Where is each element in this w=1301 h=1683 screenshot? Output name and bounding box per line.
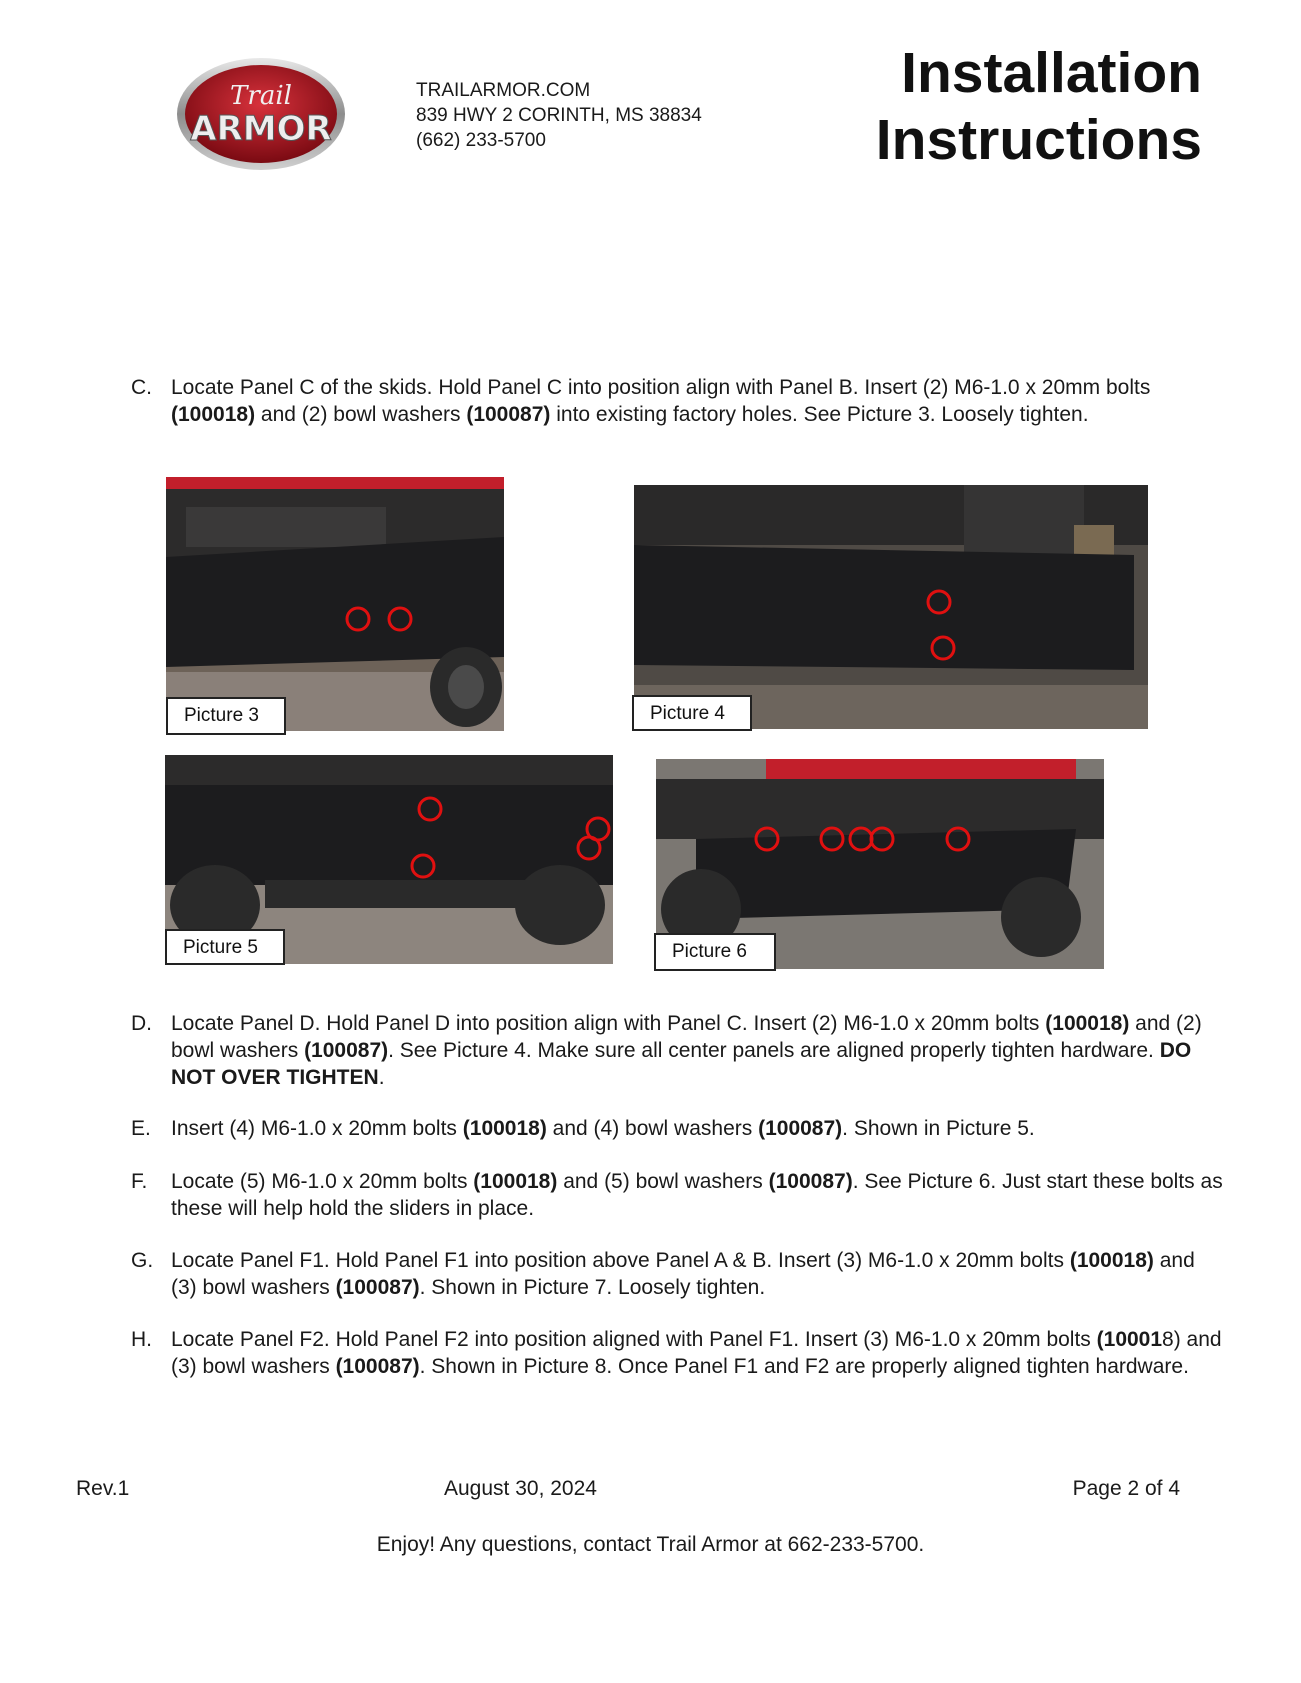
- step-letter: F.: [131, 1170, 148, 1193]
- footer-date: August 30, 2024: [444, 1477, 597, 1500]
- step-c: [131, 374, 1226, 428]
- picture-5-caption: Picture 5: [165, 929, 285, 965]
- step-letter: D.: [131, 1012, 152, 1035]
- step-letter: E.: [131, 1117, 151, 1140]
- step-text: Locate Panel F1. Hold Panel F1 into position above Panel A & B. Insert (3) M6-1.0 x 20mm bolts (100018) and (3) bowl washers (100087). Shown in Picture 7. Loosely tighten.: [171, 1249, 1195, 1299]
- footer-revision: Rev.1: [76, 1477, 130, 1500]
- step-g: [131, 1247, 1226, 1301]
- picture-4-caption: Picture 4: [632, 695, 752, 731]
- step-letter: H.: [131, 1328, 152, 1351]
- company-phone: (662) 233-5700: [416, 130, 546, 151]
- picture-3-caption: Picture 3: [166, 697, 286, 735]
- company-contact: [416, 78, 702, 153]
- step-text: Locate (5) M6-1.0 x 20mm bolts (100018) and (5) bowl washers (100087). See Picture 6. Just start these bolts as these will help hold the sliders in place.: [171, 1170, 1223, 1220]
- step-text: Locate Panel C of the skids. Hold Panel C into position align with Panel B. Insert (2) M6-1.0 x 20mm bolts (100018) and (2) bowl washers (100087) into existing factory holes. See Picture 3. Loosely tighten.: [171, 376, 1151, 426]
- page-title: [876, 40, 1202, 174]
- step-letter: G.: [131, 1249, 154, 1272]
- step-letter: C.: [131, 376, 152, 399]
- bolt-highlight-circle: [928, 591, 950, 613]
- footer-page-number: Page 2 of 4: [1072, 1477, 1180, 1500]
- step-text: Locate Panel F2. Hold Panel F2 into position aligned with Panel F1. Insert (3) M6-1.0 x 20mm bolts (100018) and (3) bowl washers (100087). Shown in Picture 8. Once Panel F1 and F2 are properly aligned tighten hardware.: [171, 1328, 1222, 1378]
- company-website: TRAILARMOR.COM: [416, 80, 591, 101]
- title-line-2: Instructions: [875, 108, 1202, 172]
- bolt-highlight-circle: [932, 637, 954, 659]
- step-text: Locate Panel D. Hold Panel D into position align with Panel C. Insert (2) M6-1.0 x 20mm bolts (100018) and (2) bowl washers (100087). See Picture 4. Make sure all center panels are aligned properly tighten hardware. DO NOT OVER TIGHTEN.: [171, 1012, 1202, 1089]
- step-f: [131, 1168, 1226, 1222]
- step-e: [131, 1115, 1226, 1142]
- step-text: Insert (4) M6-1.0 x 20mm bolts (100018) and (4) bowl washers (100087). Shown in Picture 5.: [171, 1117, 1035, 1140]
- bolt-highlight-circle: [578, 837, 600, 859]
- logo-text-trail: Trail: [230, 81, 292, 111]
- picture-3-photo: [166, 477, 504, 731]
- bolt-highlight-circle: [947, 828, 969, 850]
- bolt-highlight-circle: [412, 855, 434, 877]
- bolt-highlight-circle: [347, 608, 369, 630]
- title-line-1: Installation: [901, 41, 1202, 105]
- picture-6-caption: Picture 6: [654, 933, 776, 971]
- trail-armor-logo: [175, 54, 347, 172]
- bolt-highlight-circle: [419, 798, 441, 820]
- step-d: [131, 1010, 1226, 1091]
- bolt-highlight-circle: [850, 828, 872, 850]
- picture-4-photo: [634, 485, 1148, 729]
- logo-text-armor: ARMOR: [190, 109, 332, 149]
- company-address: 839 HWY 2 CORINTH, MS 38834: [416, 105, 702, 126]
- bolt-highlight-circle: [821, 828, 843, 850]
- bolt-highlight-circle: [756, 828, 778, 850]
- step-h: [131, 1326, 1226, 1380]
- bolt-highlight-circle: [389, 608, 411, 630]
- bolt-highlight-circle: [871, 828, 893, 850]
- footer-contact-note: Enjoy! Any questions, contact Trail Armor at 662-233-5700.: [376, 1533, 925, 1556]
